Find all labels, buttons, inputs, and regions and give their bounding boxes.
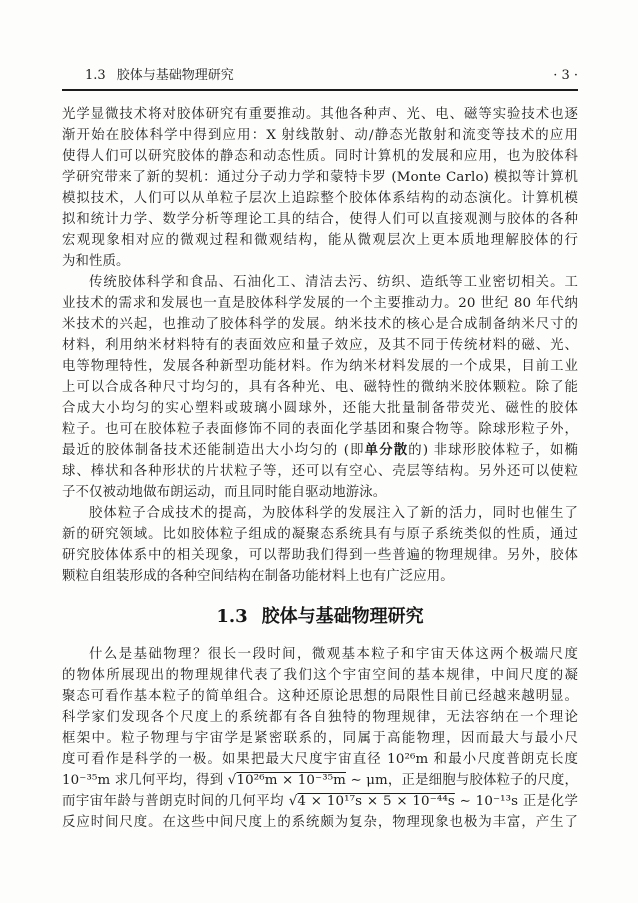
text-line <box>62 791 578 812</box>
page-number: · 3 · <box>553 68 578 83</box>
text-segment: 框架中。粒子物理与宇宙学是紧密联系的，同属于高能物理，因而最大与最小尺 <box>62 731 578 746</box>
text-segment: 而宇宙年龄与普朗克时间的几何平均 √ <box>62 794 298 809</box>
paragraph-group-after-heading <box>62 644 578 833</box>
text-line <box>62 749 578 770</box>
text-line <box>62 398 578 419</box>
text-segment: 电等物理特性，发展各种新型功能材料。作为纳米材料发展的一个成果，目前工业 <box>62 359 578 374</box>
running-header-left <box>62 68 234 84</box>
text-segment: 学研究带来了新的契机：通过分子动力学和蒙特卡罗 (Monte Carlo) 模拟等计算机 <box>62 170 578 185</box>
text-line <box>62 503 578 524</box>
text-segment: 什么是基础物理？很长一段时间，微观基本粒子和宇宙天体这两个极端尺度 <box>89 647 578 662</box>
text-line <box>62 356 578 377</box>
text-line <box>62 665 578 686</box>
text-line <box>62 419 578 440</box>
text-segment: 传统胶体科学和食品、石油化工、清洁去污、纺织、造纸等工业密切相关。工 <box>89 275 578 290</box>
text-line <box>62 482 578 503</box>
text-line <box>62 335 578 356</box>
text-line <box>62 209 578 230</box>
text-segment: 为和性质。 <box>62 254 130 269</box>
text-line <box>62 770 578 791</box>
section-heading <box>62 604 578 630</box>
header-section-number: 1.3 <box>85 68 106 83</box>
page-body <box>62 104 578 833</box>
running-header <box>62 62 578 91</box>
section-heading-title: 胶体与基础物理研究 <box>261 606 424 627</box>
text-segment-overline: 10²⁶m × 10⁻³⁵m <box>236 773 346 788</box>
text-segment-overline: 4 × 10¹⁷s × 5 × 10⁻⁴⁴s <box>297 794 455 809</box>
text-line <box>62 188 578 209</box>
text-segment: 10⁻³⁵m 求几何平均，得到 √ <box>62 773 237 788</box>
text-line <box>62 251 578 272</box>
text-segment: 的物体所展现出的物理规律代表了我们这个宇宙空间的基本规律，中间尺度的凝 <box>62 668 578 683</box>
text-line <box>62 272 578 293</box>
text-segment: 业技术的需求和发展也一直是胶体科学发展的一个主要推动力。20 世纪 80 年代纳 <box>62 296 578 311</box>
text-segment: 合成大小均匀的实心塑料或玻璃小圆球外，还能大批量制备带荧光、磁性的胶体 <box>62 401 578 416</box>
text-line <box>62 440 578 461</box>
text-segment: 的) 非球形胶体粒子，如椭 <box>408 443 578 458</box>
text-segment-bold: 单分散 <box>364 442 409 458</box>
text-line <box>62 545 578 566</box>
text-line <box>62 728 578 749</box>
text-segment: 使得人们可以研究胶体的静态和动态性质。同时计算机的发展和应用，也为胶体科 <box>62 149 578 164</box>
text-segment: 新的研究领域。比如胶体粒子组成的凝聚态系统具有与原子系统类似的性质，通过 <box>62 527 578 542</box>
text-line <box>62 377 578 398</box>
header-section-title: 胶体与基础物理研究 <box>116 68 234 83</box>
text-line <box>62 146 578 167</box>
text-segment: 球、棒状和各种形状的片状粒子等，还可以有空心、壳层等结构。另外还可以使粒 <box>62 464 578 479</box>
text-segment: 胶体粒子合成技术的提高，为胶体科学的发展注入了新的活力，同时也催生了 <box>89 506 578 521</box>
section-heading-number: 1.3 <box>216 606 248 627</box>
text-segment: 米技术的兴起，也推动了胶体科学的发展。纳米技术的核心是合成制备纳米尺寸的 <box>62 317 578 332</box>
text-segment: 科学家们发现各个尺度上的系统都有各自独特的物理规律，无法容纳在一个理论 <box>62 710 578 725</box>
text-line <box>62 524 578 545</box>
text-segment: 颗粒自组装形成的各种空间结构在制备功能材料上也有广泛应用。 <box>62 569 454 584</box>
text-segment: 聚态可看作基本粒子的简单组合。这种还原论思想的局限性目前已经越来越明显。 <box>62 689 578 704</box>
text-segment: 粒子。也可在胶体粒子表面修饰不同的表面化学基团和聚合物等。除球形粒子外， <box>62 422 578 437</box>
text-segment: 光学显微技术将对胶体研究有重要推动。其他各种声、光、电、磁等实验技术也逐 <box>62 107 578 122</box>
text-line <box>62 314 578 335</box>
text-segment: 材料，利用纳米材料特有的表面效应和量子效应，及其不同于传统材料的磁、光、 <box>62 338 578 353</box>
text-line <box>62 707 578 728</box>
text-segment: 拟和统计力学、数学分析等理论工具的结合，使得人们可以直接观测与胶体的各种 <box>62 212 578 227</box>
paragraph <box>62 644 578 833</box>
text-segment: ∼ 10⁻¹³s 正是化学 <box>454 794 578 809</box>
text-line <box>62 566 578 587</box>
text-segment: ∼ μm，正是细胞与胶体粒子的尺度， <box>346 773 578 788</box>
text-segment: 度可看作是科学的一极。如果把最大尺度宇宙直径 10²⁶m 和最小尺度普朗克长度 <box>62 752 578 767</box>
text-segment: 上可以合成各种尺寸均匀的，具有各种光、电、磁特性的微纳米胶体颗粒。除了能 <box>62 380 578 395</box>
text-segment: 反应时间尺度。在这些中间尺度上的系统颇为复杂，物理现象也极为丰富，产生了 <box>62 815 578 830</box>
text-segment: 研究胶体体系中的相关现象，可以帮助我们得到一些普遍的物理规律。另外，胶体 <box>62 548 578 563</box>
text-line <box>62 644 578 665</box>
text-line <box>62 230 578 251</box>
text-line <box>62 167 578 188</box>
text-line <box>62 293 578 314</box>
text-line <box>62 125 578 146</box>
paragraph-group-before-heading <box>62 104 578 587</box>
text-segment: 模拟技术，人们可以从单粒子层次上追踪整个胶体体系结构的动态演化。计算机模 <box>62 191 578 206</box>
text-segment: 子不仅被动地做布朗运动，而且同时能自驱动地游泳。 <box>62 485 387 500</box>
text-line <box>62 461 578 482</box>
paragraph <box>62 104 578 272</box>
text-line <box>62 104 578 125</box>
text-segment: 最近的胶体制备技术还能制造出大小均匀的 (即 <box>62 443 365 458</box>
text-line <box>62 686 578 707</box>
text-segment: 宏观现象相对应的微观过程和微观结构，能从微观层次上更本质地理解胶体的行 <box>62 233 578 248</box>
text-segment: 渐开始在胶体科学中得到应用：X 射线散射、动/静态光散射和流变等技术的应用 <box>62 128 578 143</box>
text-line <box>62 812 578 833</box>
paragraph <box>62 503 578 587</box>
paragraph <box>62 272 578 503</box>
